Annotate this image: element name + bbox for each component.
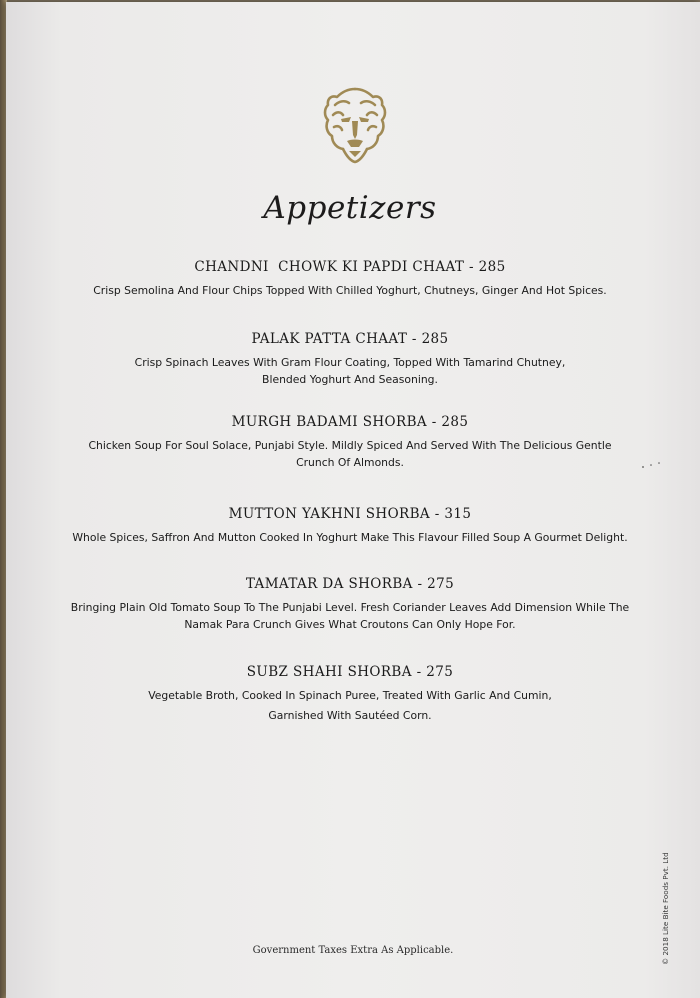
description-line: Blended Yoghurt And Seasoning. bbox=[262, 373, 438, 386]
menu-item bbox=[0, 258, 700, 299]
description-line: Whole Spices, Saffron And Mutton Cooked In Yoghurt Make This Flavour Filled Soup A Gourmet Delight. bbox=[72, 531, 628, 544]
menu-item-description bbox=[0, 437, 700, 471]
description-line: Bringing Plain Old Tomato Soup To The Punjabi Level. Fresh Coriander Leaves Add Dimension While The bbox=[70, 601, 630, 614]
description-line: Crunch Of Almonds. bbox=[296, 456, 404, 469]
menu-item-description bbox=[0, 282, 700, 299]
menu-item-title: MUTTON YAKHNI SHORBA - 315 bbox=[228, 506, 472, 522]
menu-item bbox=[0, 575, 700, 633]
menu-item bbox=[0, 663, 700, 724]
menu-item bbox=[0, 413, 700, 471]
menu-item-title: PALAK PATTA CHAAT - 285 bbox=[251, 331, 449, 347]
copyright-notice: © 2018 Lite Bite Foods Pvt. Ltd bbox=[661, 852, 670, 965]
lion-logo-icon bbox=[321, 85, 389, 165]
description-line: Chicken Soup For Soul Solace, Punjabi Style. Mildly Spiced And Served With The Delicious Gentle bbox=[88, 439, 612, 452]
menu-item-description bbox=[0, 529, 700, 546]
menu-item bbox=[0, 330, 700, 388]
description-line: Crisp Spinach Leaves With Gram Flour Coating, Topped With Tamarind Chutney, bbox=[134, 356, 566, 369]
menu-item-description bbox=[0, 354, 700, 388]
description-line: Garnished With Sautéed Corn. bbox=[268, 709, 432, 722]
section-heading: Appetizers bbox=[263, 190, 437, 226]
menu-item bbox=[0, 505, 700, 546]
description-line: Namak Para Crunch Gives What Croutons Can Only Hope For. bbox=[184, 618, 516, 631]
menu-item-title: SUBZ SHAHI SHORBA - 275 bbox=[246, 664, 454, 680]
menu-item-title: MURGH BADAMI SHORBA - 285 bbox=[231, 414, 469, 430]
description-line: Vegetable Broth, Cooked In Spinach Puree, Treated With Garlic And Cumin, bbox=[148, 689, 552, 702]
menu-item-title: CHANDNI CHOWK KI PAPDI CHAAT - 285 bbox=[194, 259, 506, 275]
menu-item-description bbox=[0, 687, 700, 724]
menu-item-description bbox=[0, 599, 700, 633]
description-line: Crisp Semolina And Flour Chips Topped With Chilled Yoghurt, Chutneys, Ginger And Hot Spices. bbox=[93, 284, 607, 297]
paper-speckles bbox=[640, 460, 670, 472]
menu-item-title: TAMATAR DA SHORBA - 275 bbox=[245, 576, 455, 592]
tax-note: Government Taxes Extra As Applicable. bbox=[252, 945, 454, 956]
